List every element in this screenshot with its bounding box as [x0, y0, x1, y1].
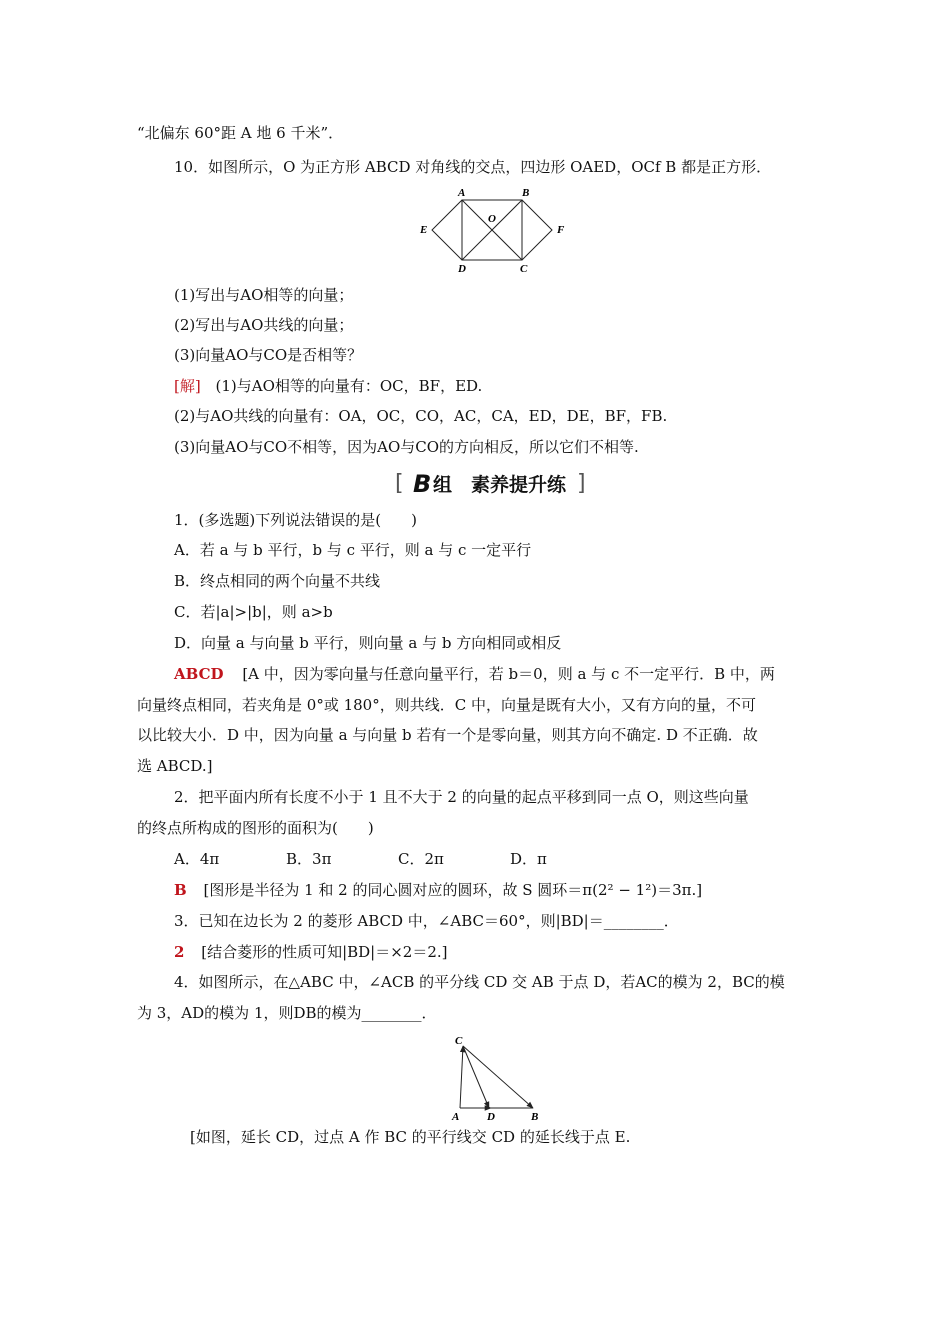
question-10-part-3: (3)向量AO与CO是否相等？	[174, 346, 363, 364]
fig2-label-c: C	[455, 1035, 463, 1047]
fig1-label-a: A	[458, 187, 466, 199]
b3-stem: 3．已知在边长为 2 的菱形 ABCD 中，∠ABC＝60°，则|BD|＝________．	[174, 912, 679, 930]
answer-10-part-1: (1)与AO相等的向量有：OC，BF，ED.	[215, 377, 483, 395]
b4-stem-2: 为 3，AD的模为 1，则DB的模为________．	[137, 1004, 437, 1022]
b2-answer-key: B	[174, 881, 187, 899]
b1-explanation-4: 选 ABCD.]	[137, 757, 213, 775]
fig1-label-e: E	[420, 224, 428, 236]
question-10-part-1: (1)写出与AO相等的向量；	[174, 286, 354, 304]
b4-stem-1: 4．如图所示，在△ABC 中，∠ACB 的平分线 CD 交 AB 于点 D，若AC的模为 2，BC的模	[174, 973, 785, 991]
b1-explanation-3: 以比较大小．D 中，因为向量 a 与向量 b 若有一个是零向量，则其方向不确定. D 不正确．故	[137, 726, 758, 744]
fig2-label-d: D	[487, 1111, 495, 1120]
triangle-figure	[445, 1030, 555, 1120]
answer-10-line-1	[174, 376, 482, 396]
b2-option-d: D．π	[510, 850, 547, 868]
b1-option-d: D．向量 a 与向量 b 平行，则向量 a 与 b 方向相同或相反	[174, 634, 562, 652]
fig1-label-f: F	[557, 224, 565, 236]
b2-option-a: A．4π	[174, 850, 220, 868]
question-10-stem: 10．如图所示，O 为正方形 ABCD 对角线的交点，四边形 OAED，OCf B 都是正方形．	[174, 158, 772, 176]
answer-10-part-3: (3)向量AO与CO不相等，因为AO与CO的方向相反，所以它们不相等.	[174, 438, 639, 456]
b2-explanation: [图形是半径为 1 和 2 的同心圆对应的圆环，故 S 圆环＝π(2² − 1²)＝3π.]	[203, 881, 703, 899]
fig1-label-b: B	[522, 187, 530, 199]
square-figure	[410, 184, 580, 276]
fig1-label-d: D	[458, 263, 466, 275]
section-left-bracket: [	[395, 471, 404, 496]
b2-option-b: B．3π	[286, 850, 332, 868]
section-title: 组 素养提升练	[433, 474, 567, 496]
answer-tag: [解]	[174, 377, 201, 395]
b2-stem-1: 2．把平面内所有长度不小于 1 且不大于 2 的向量的起点平移到同一点 O，则这些向量	[174, 788, 749, 806]
question-10-part-2: (2)写出与AO共线的向量；	[174, 316, 354, 334]
b4-explanation: [如图，延长 CD，过点 A 作 BC 的平行线交 CD 的延长线于点 E.	[190, 1128, 631, 1146]
fig1-label-c: C	[520, 263, 528, 275]
b3-explanation: [结合菱形的性质可知|BD|＝×2＝2.]	[201, 943, 448, 961]
continuation-line: “北偏东 60°距 A 地 6 千米”．	[137, 124, 344, 142]
b1-answer-key: ABCD	[174, 665, 224, 683]
b2-option-c: C．2π	[398, 850, 444, 868]
b1-option-a: A．若 a 与 b 平行，b 与 c 平行，则 a 与 c 一定平行	[174, 541, 532, 559]
answer-10-part-2: (2)与AO共线的向量有：OA，OC，CO，AC，CA，ED，DE，BF，FB.	[174, 407, 668, 425]
b1-option-b: B．终点相同的两个向量不共线	[174, 572, 381, 590]
b1-explanation-line-1	[174, 664, 775, 684]
b2-stem-2: 的终点所构成的图形的面积为( )	[137, 819, 374, 837]
b2-explanation-line	[174, 880, 702, 900]
b3-explanation-line	[174, 942, 448, 962]
b3-answer-key: 2	[174, 943, 185, 961]
section-right-bracket: ]	[577, 471, 586, 496]
fig1-label-o: O	[488, 213, 496, 225]
b1-stem: 1．(多选题)下列说法错误的是( )	[174, 511, 417, 529]
fig2-label-a: A	[452, 1111, 460, 1120]
b1-option-c: C．若|a|>|b|，则 a>b	[174, 603, 333, 621]
fig2-label-b: B	[531, 1111, 539, 1120]
section-b-header	[395, 471, 595, 499]
b1-explanation-2: 向量终点相同，若夹角是 0°或 180°，则共线．C 中，向量是既有大小，又有方向的量，不可	[137, 696, 756, 714]
b1-explanation-1: [A 中，因为零向量与任意向量平行，若 b＝0，则 a 与 c 不一定平行．B 中，两	[242, 665, 775, 683]
section-letter: B	[413, 470, 432, 498]
